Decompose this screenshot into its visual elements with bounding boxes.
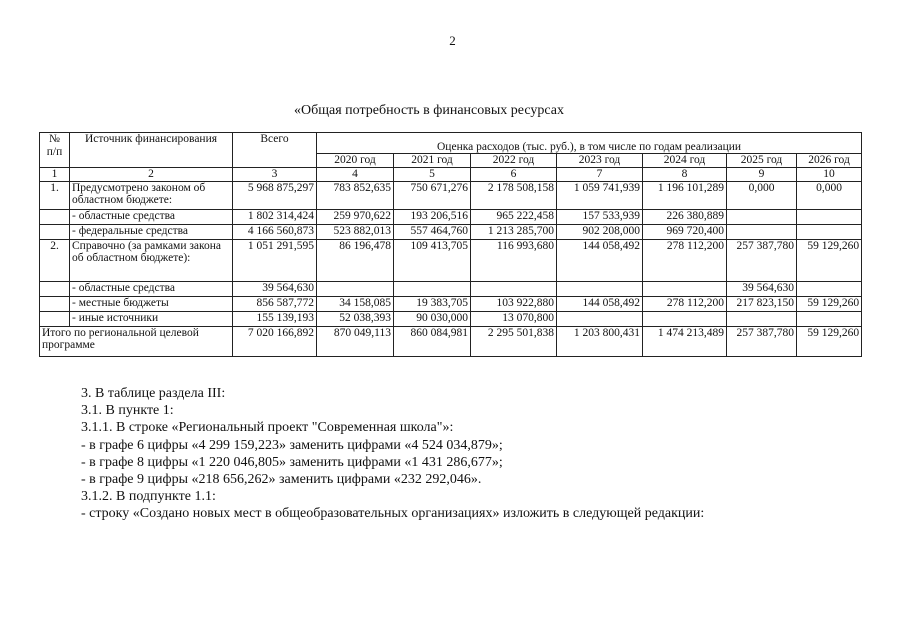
row-value: 969 720,400	[643, 224, 727, 239]
header-year: 2020 год	[317, 154, 394, 168]
row-value: 90 030,000	[394, 311, 471, 326]
row-num	[40, 224, 70, 239]
table-title: «Общая потребность в финансовых ресурсах	[294, 103, 564, 118]
body-line: - в графе 6 цифры «4 299 159,223» заменить цифрами «4 524 034,879»;	[81, 437, 503, 453]
table-row	[40, 209, 862, 224]
row-value	[557, 281, 643, 296]
table-row	[40, 311, 862, 326]
row-source: - иные источники	[70, 311, 233, 326]
body-line: - в графе 8 цифры «1 220 046,805» заменить цифрами «1 431 286,677»;	[81, 454, 503, 470]
header-year: 2025 год	[727, 154, 797, 168]
row-value: 523 882,013	[317, 224, 394, 239]
header-year: 2022 год	[471, 154, 557, 168]
row-value: 259 970,622	[317, 209, 394, 224]
row-value: 278 112,200	[643, 296, 727, 311]
body-line: 3.1.1. В строке «Региональный проект "Современная школа"»:	[81, 420, 454, 436]
row-num	[40, 296, 70, 311]
row-num: 1.	[40, 181, 70, 209]
row-value	[797, 281, 862, 296]
row-num	[40, 311, 70, 326]
header-num: № п/п	[40, 133, 70, 168]
row-value	[797, 311, 862, 326]
column-number: 5	[394, 168, 471, 182]
row-source: - областные средства	[70, 209, 233, 224]
row-value: 278 112,200	[643, 239, 727, 281]
row-value: 86 196,478	[317, 239, 394, 281]
row-value: 59 129,260	[797, 239, 862, 281]
column-number: 3	[233, 168, 317, 182]
row-value: 13 070,800	[471, 311, 557, 326]
row-total: 856 587,772	[233, 296, 317, 311]
total-year-value: 59 129,260	[797, 326, 862, 356]
row-num	[40, 281, 70, 296]
header-year: 2026 год	[797, 154, 862, 168]
row-value	[643, 281, 727, 296]
column-number: 6	[471, 168, 557, 182]
row-value	[727, 224, 797, 239]
table-row	[40, 224, 862, 239]
table-row	[40, 181, 862, 209]
row-source: - федеральные средства	[70, 224, 233, 239]
row-source: Предусмотрено законом об областном бюджете:	[70, 181, 233, 209]
row-total: 1 051 291,595	[233, 239, 317, 281]
row-value	[471, 281, 557, 296]
row-value: 59 129,260	[797, 296, 862, 311]
total-row	[40, 326, 862, 356]
row-value: 103 922,880	[471, 296, 557, 311]
column-number: 8	[643, 168, 727, 182]
header-estimate: Оценка расходов (тыс. руб.), в том числе по годам реализации	[317, 133, 862, 154]
row-value: 193 206,516	[394, 209, 471, 224]
page-number: 2	[449, 33, 456, 48]
row-value	[643, 311, 727, 326]
row-total: 1 802 314,424	[233, 209, 317, 224]
total-year-value: 1 474 213,489	[643, 326, 727, 356]
table-row	[40, 239, 862, 281]
body-line: 3.1.2. В подпункте 1.1:	[81, 489, 216, 505]
row-source: Справочно (за рамками закона об областном бюджете):	[70, 239, 233, 281]
row-value: 783 852,635	[317, 181, 394, 209]
row-value: 39 564,630	[727, 281, 797, 296]
row-total: 39 564,630	[233, 281, 317, 296]
row-num	[40, 209, 70, 224]
row-value: 557 464,760	[394, 224, 471, 239]
column-number: 9	[727, 168, 797, 182]
row-total: 4 166 560,873	[233, 224, 317, 239]
row-total: 155 139,193	[233, 311, 317, 326]
row-value: 157 533,939	[557, 209, 643, 224]
header-total: Всего	[233, 133, 317, 168]
row-value: 217 823,150	[727, 296, 797, 311]
row-source: - областные средства	[70, 281, 233, 296]
row-value: 144 058,492	[557, 239, 643, 281]
row-num: 2.	[40, 239, 70, 281]
row-value: 34 158,085	[317, 296, 394, 311]
row-value: 19 383,705	[394, 296, 471, 311]
column-number: 4	[317, 168, 394, 182]
row-source: - местные бюджеты	[70, 296, 233, 311]
body-line: - в графе 9 цифры «218 656,262» заменить цифрами «232 292,046».	[81, 472, 482, 488]
row-value: 902 208,000	[557, 224, 643, 239]
row-value: 116 993,680	[471, 239, 557, 281]
row-value: 144 058,492	[557, 296, 643, 311]
row-value: 0,000	[727, 181, 797, 209]
total-year-value: 2 295 501,838	[471, 326, 557, 356]
row-value	[557, 311, 643, 326]
total-value: 7 020 166,892	[233, 326, 317, 356]
column-number: 1	[40, 168, 70, 182]
row-value	[727, 311, 797, 326]
row-value: 52 038,393	[317, 311, 394, 326]
total-label: Итого по региональной целевой программе	[40, 326, 233, 356]
header-year: 2023 год	[557, 154, 643, 168]
header-source: Источник финансирования	[70, 133, 233, 168]
row-total: 5 968 875,297	[233, 181, 317, 209]
row-value	[394, 281, 471, 296]
row-value	[317, 281, 394, 296]
body-text	[81, 385, 871, 523]
row-value: 750 671,276	[394, 181, 471, 209]
row-value: 1 196 101,289	[643, 181, 727, 209]
row-value: 965 222,458	[471, 209, 557, 224]
column-number: 2	[70, 168, 233, 182]
header-year: 2024 год	[643, 154, 727, 168]
total-year-value: 860 084,981	[394, 326, 471, 356]
header-year: 2021 год	[394, 154, 471, 168]
table-row	[40, 296, 862, 311]
total-year-value: 1 203 800,431	[557, 326, 643, 356]
total-year-value: 257 387,780	[727, 326, 797, 356]
row-value: 257 387,780	[727, 239, 797, 281]
row-value	[797, 209, 862, 224]
column-number: 7	[557, 168, 643, 182]
row-value: 2 178 508,158	[471, 181, 557, 209]
finance-table	[39, 132, 862, 357]
body-line: 3.1. В пункте 1:	[81, 403, 174, 419]
column-number: 10	[797, 168, 862, 182]
row-value: 1 059 741,939	[557, 181, 643, 209]
row-value: 109 413,705	[394, 239, 471, 281]
total-year-value: 870 049,113	[317, 326, 394, 356]
row-value	[727, 209, 797, 224]
table-row	[40, 281, 862, 296]
body-line: 3. В таблице раздела III:	[81, 386, 226, 401]
row-value: 0,000	[797, 181, 862, 209]
row-value: 1 213 285,700	[471, 224, 557, 239]
row-value: 226 380,889	[643, 209, 727, 224]
body-line: - строку «Создано новых мест в общеобразовательных организациях» изложить в следующей редакции:	[81, 506, 705, 522]
row-value	[797, 224, 862, 239]
